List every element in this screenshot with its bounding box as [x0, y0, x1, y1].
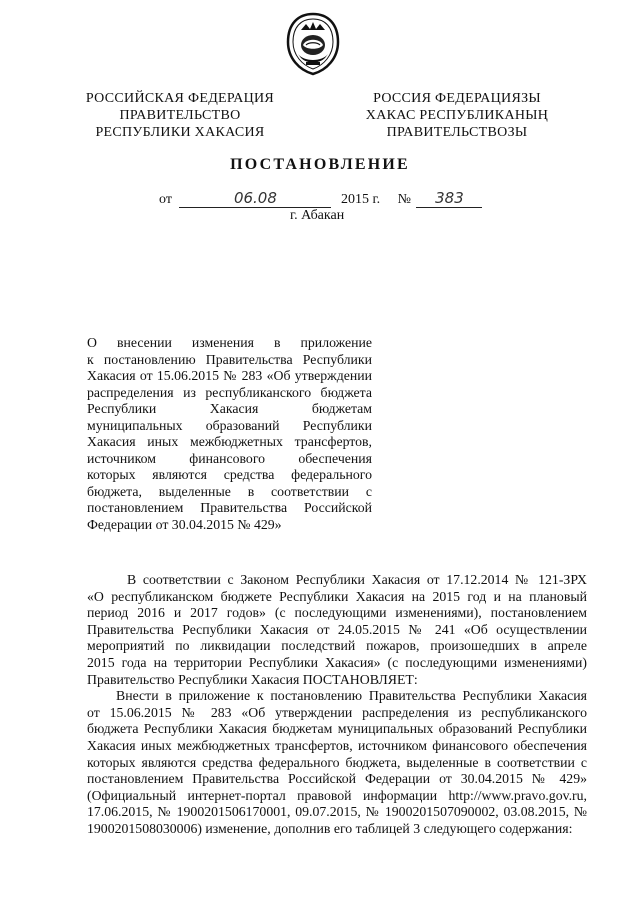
- body-line: период 2016 и 2017 годов» (с последующими изменениями), постановлением: [87, 605, 587, 621]
- body-line: 1900201508030006) изменение, дополнив его таблицей 3 следующего содержания:: [87, 820, 573, 836]
- city-label: г. Абакан: [290, 208, 345, 223]
- subject-line: Республики Хакасия бюджетам: [87, 401, 372, 416]
- body-line: Хакасия иных межбюджетных трансфертов, источником финансового обеспечения: [87, 737, 587, 753]
- number-label: №: [397, 192, 411, 207]
- subject-line: распределения из республиканского бюджета: [87, 384, 372, 400]
- body-line: «О республиканском бюджете Республики Хакасия на 2015 год и на плановый: [87, 588, 587, 604]
- body-line: от 15.06.2015 № 283 «Об утверждении распределения из республиканского: [87, 704, 587, 720]
- coat-of-arms-icon: [284, 12, 342, 76]
- subject-line: которых являются средства федерального: [87, 467, 372, 482]
- subject-line: к постановлению Правительства Республики: [87, 351, 372, 367]
- subject-line: муниципальных образований Республики: [87, 417, 372, 433]
- subject-line: О внесении изменения в приложение: [87, 335, 372, 350]
- date-number-line: [159, 190, 482, 208]
- body-line: Правительства Республики Хакасия от 24.05.2015 № 241 «Об осуществлении: [87, 621, 587, 637]
- header-left-line: ПРАВИТЕЛЬСТВО: [119, 108, 241, 123]
- header-left-line: РЕСПУБЛИКИ ХАКАСИЯ: [95, 125, 265, 140]
- header-right-authority: [352, 90, 562, 141]
- body-line: мероприятий по ликвидации последствий пожаров, произошедших в апреле: [87, 638, 587, 654]
- subject-line: бюджета, выделенные в соответствии с: [87, 483, 372, 499]
- body-line: Внести в приложение к постановлению Правительства Республики Хакасия: [116, 688, 587, 704]
- body-line: которых являются средства федерального бюджета, выделенные в соответствии с: [87, 754, 587, 770]
- document-body: [87, 572, 587, 838]
- header-right-line: ПРАВИТЕЛЬСТВОЗЫ: [386, 125, 528, 140]
- subject-line: Хакасия иных межбюджетных трансфертов,: [87, 434, 372, 449]
- subject-line: Хакасия от 15.06.2015 № 283 «Об утверждении: [87, 368, 372, 383]
- body-line: (Официальный интернет-портал правовой информации http://www.pravo.gov.ru,: [87, 787, 587, 803]
- from-label: от: [159, 192, 172, 207]
- subject-line: источником финансового обеспечения: [87, 450, 372, 466]
- header-right-line: РОССИЯ ФЕДЕРАЦИЯЗЫ: [373, 91, 541, 106]
- body-line: Правительство Республики Хакасия ПОСТАНОВЛЯЕТ:: [87, 671, 418, 687]
- body-line: бюджета Республики Хакасия бюджетам муниципальных образований Республики: [87, 721, 587, 737]
- body-line: В соответствии с Законом Республики Хакасия от 17.12.2014 № 121-ЗРХ: [127, 572, 587, 587]
- body-line: 17.06.2015, № 1900201506170001, 09.07.2015, № 1900201507090002, 03.08.2015, №: [87, 804, 587, 820]
- header-left-line: РОССИЙСКАЯ ФЕДЕРАЦИЯ: [85, 91, 275, 106]
- year-label: 2015 г.: [340, 192, 381, 207]
- number-field: 383: [416, 190, 482, 208]
- header-right-line: ХАКАС РЕСПУБЛИКАНЫҢ: [365, 108, 549, 123]
- header-left-authority: [80, 90, 280, 141]
- document-subject: [87, 335, 372, 533]
- subject-line: Федерации от 30.04.2015 № 429»: [87, 516, 282, 532]
- document-title: ПОСТАНОВЛЕНИЕ: [230, 156, 410, 173]
- body-line: постановлением Правительства Российской Федерации от 30.04.2015 № 429»: [87, 771, 587, 787]
- body-line: 2015 года на территории Республики Хакасия» (с последующими изменениями): [87, 654, 587, 670]
- date-field: 06.08: [179, 190, 331, 208]
- subject-line: постановлением Правительства Российской: [87, 500, 372, 515]
